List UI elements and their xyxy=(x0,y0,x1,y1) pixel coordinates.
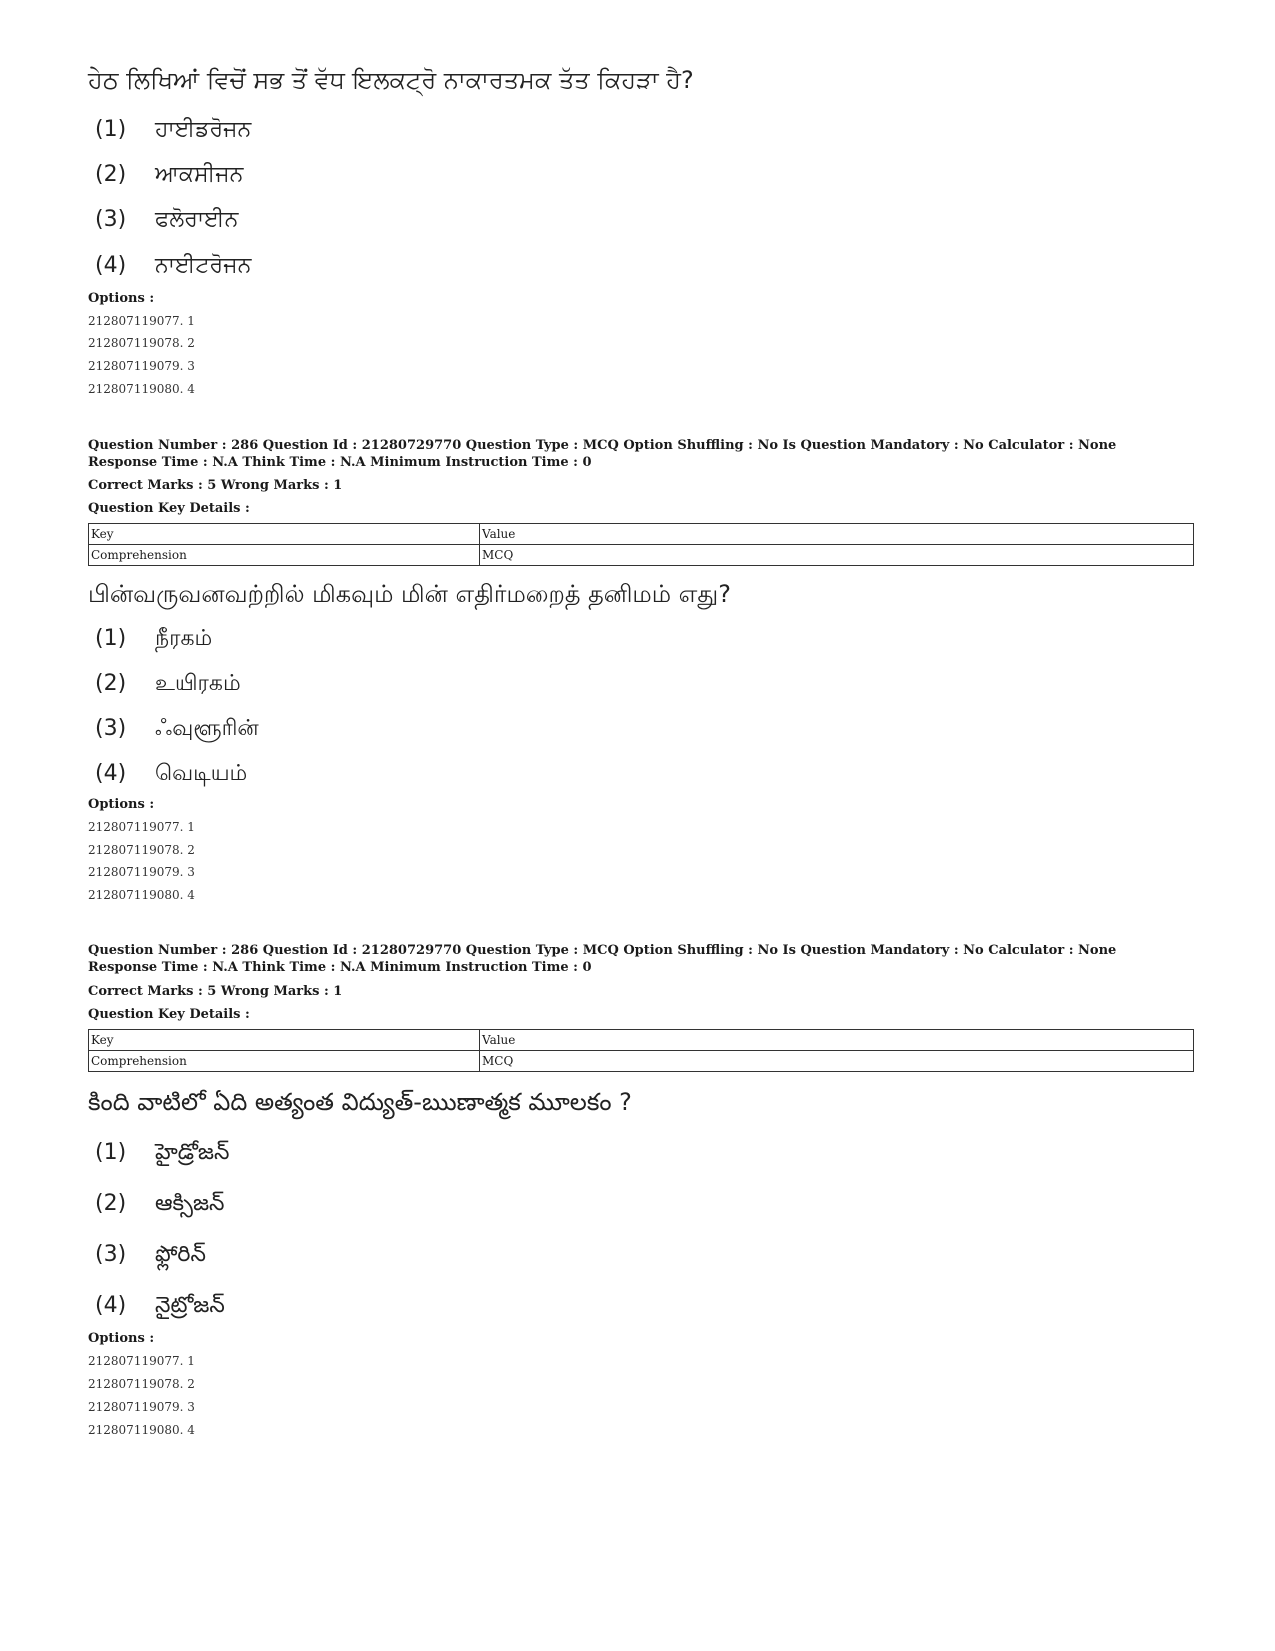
option-1 xyxy=(95,117,251,142)
meta-line: Question Number : 286 Question Id : 21280729770 Question Type : MCQ Option Shuffling : No Is Question Mandatory : No Calculator : None xyxy=(88,438,1117,453)
option-2 xyxy=(95,1191,225,1221)
option-text: உயிரகம் xyxy=(155,671,241,696)
key-value-table xyxy=(88,1029,1194,1072)
option-3 xyxy=(95,1242,206,1272)
option-id: 212807119078. 2 xyxy=(88,336,195,350)
option-id: 212807119080. 4 xyxy=(88,382,195,396)
option-1 xyxy=(95,626,212,654)
option-id: 212807119078. 2 xyxy=(88,1377,195,1391)
option-number: (1) xyxy=(95,626,127,651)
option-id: 212807119079. 3 xyxy=(88,359,195,373)
table-cell: Value xyxy=(480,524,1194,545)
meta-line: Response Time : N.A Think Time : N.A Minimum Instruction Time : 0 xyxy=(88,960,592,975)
table-cell: MCQ xyxy=(480,1051,1194,1072)
option-text: நீரகம் xyxy=(155,626,213,651)
marks-line: Correct Marks : 5 Wrong Marks : 1 xyxy=(88,984,343,999)
options-label: Options : xyxy=(88,797,155,812)
option-text: ఆక్సిజన్ xyxy=(155,1191,225,1216)
option-id: 212807119077. 1 xyxy=(88,1354,195,1368)
table-row xyxy=(89,1051,1194,1072)
option-2 xyxy=(95,671,241,699)
option-2 xyxy=(95,162,243,187)
option-number: (2) xyxy=(95,671,127,696)
option-number: (4) xyxy=(95,253,127,278)
key-details-label: Question Key Details : xyxy=(88,1007,250,1022)
table-row xyxy=(89,545,1194,566)
option-4 xyxy=(95,1293,225,1323)
option-4 xyxy=(95,761,247,789)
option-number: (1) xyxy=(95,117,127,142)
key-value-table xyxy=(88,523,1194,566)
option-number: (3) xyxy=(95,1242,127,1267)
option-id: 212807119080. 4 xyxy=(88,888,195,902)
meta-line: Question Number : 286 Question Id : 21280729770 Question Type : MCQ Option Shuffling : No Is Question Mandatory : No Calculator : None xyxy=(88,943,1117,958)
options-label: Options : xyxy=(88,1331,155,1346)
question-meta xyxy=(88,437,1188,471)
options-label: Options : xyxy=(88,291,155,306)
option-id: 212807119078. 2 xyxy=(88,843,195,857)
option-text: ఫ్లోరిన్ xyxy=(155,1242,206,1267)
option-number: (2) xyxy=(95,1191,127,1216)
table-cell: MCQ xyxy=(480,545,1194,566)
option-text: வெடியம் xyxy=(155,761,248,786)
option-text: నైట్రోజన్ xyxy=(155,1293,225,1318)
option-number: (3) xyxy=(95,716,127,741)
question-text-telugu: కింది వాటిలో ఏది అత్యంత విద్యుత్-ఋణాత్మక మూలకం ? xyxy=(88,1088,632,1116)
option-3 xyxy=(95,207,238,232)
option-4 xyxy=(95,253,251,278)
question-meta xyxy=(88,942,1188,976)
table-cell: Comprehension xyxy=(89,545,480,566)
question-text-tamil: பின்வருவனவற்றில் மிகவும் மின் எதிர்மறைத் தனிமம் எது? xyxy=(88,580,731,608)
option-id: 212807119080. 4 xyxy=(88,1423,195,1437)
option-1 xyxy=(95,1140,229,1170)
option-number: (1) xyxy=(95,1140,127,1165)
table-cell: Comprehension xyxy=(89,1051,480,1072)
option-id: 212807119079. 3 xyxy=(88,1400,195,1414)
table-row xyxy=(89,1030,1194,1051)
option-number: (4) xyxy=(95,761,127,786)
option-text: ਹਾਈਡਰੋਜਨ xyxy=(155,117,252,142)
option-text: హైడ్రోజన్ xyxy=(155,1140,230,1165)
table-row xyxy=(89,524,1194,545)
option-number: (3) xyxy=(95,207,127,232)
option-id: 212807119077. 1 xyxy=(88,820,195,834)
option-number: (2) xyxy=(95,162,127,187)
table-cell: Key xyxy=(89,524,480,545)
option-id: 212807119077. 1 xyxy=(88,314,195,328)
marks-line: Correct Marks : 5 Wrong Marks : 1 xyxy=(88,478,343,493)
option-3 xyxy=(95,716,259,744)
key-details-label: Question Key Details : xyxy=(88,501,250,516)
option-text: ਆਕਸੀਜਨ xyxy=(155,162,244,187)
option-text: ਫਲੋਰਾਈਨ xyxy=(155,207,239,232)
meta-line: Response Time : N.A Think Time : N.A Minimum Instruction Time : 0 xyxy=(88,455,592,470)
table-cell: Value xyxy=(480,1030,1194,1051)
option-text: ਨਾਈਟਰੋਜਨ xyxy=(155,253,252,278)
option-text: ஃவுளூரின் xyxy=(155,716,259,741)
option-number: (4) xyxy=(95,1293,127,1318)
table-cell: Key xyxy=(89,1030,480,1051)
question-text-punjabi: ਹੇਠ ਲਿਖਿਆਂ ਵਿਚੋਂ ਸਭ ਤੋਂ ਵੱਧ ਇਲਕਟ੍ਰੋ ਨਾਕਾਰਤਮਕ ਤੱਤ ਕਿਹੜਾ ਹੈ? xyxy=(88,66,694,94)
option-id: 212807119079. 3 xyxy=(88,865,195,879)
